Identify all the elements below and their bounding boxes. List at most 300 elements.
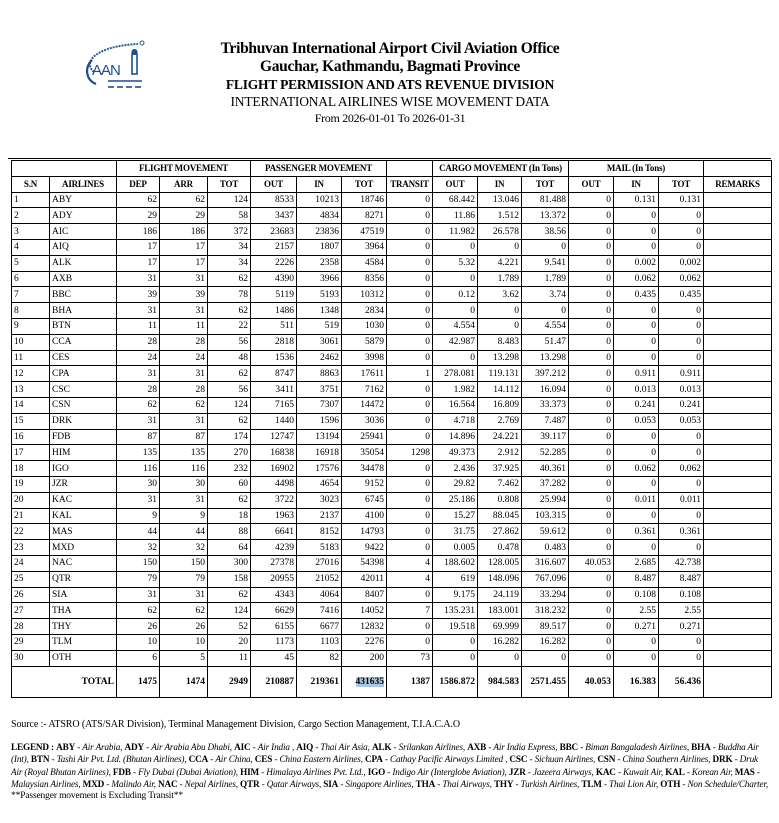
cell-mail-in: 8.487	[614, 571, 659, 587]
cell-flight-arr: 31	[160, 413, 208, 429]
cell-cargo-tot: 13.298	[522, 350, 569, 366]
cell-flight-tot: 20	[208, 634, 251, 650]
cell-sn: 30	[12, 650, 50, 666]
cell-flight-dep: 30	[117, 476, 160, 492]
cell-pax-out: 6155	[251, 619, 297, 635]
cell-mail-tot: 0	[659, 508, 704, 524]
cell-cargo-tot: 767.096	[522, 571, 569, 587]
cell-sn: 17	[12, 445, 50, 461]
cell-mail-out: 0	[569, 476, 614, 492]
cell-sn: 27	[12, 603, 50, 619]
cell-flight-dep: 10	[117, 634, 160, 650]
cell-cargo-in: 69.999	[478, 619, 522, 635]
cell-mail-tot: 0	[659, 303, 704, 319]
cell-flight-tot: 56	[208, 382, 251, 398]
table-row	[12, 524, 772, 540]
cell-remarks	[704, 287, 772, 303]
cell-transit: 0	[387, 619, 433, 635]
col-mail-in: IN	[614, 176, 659, 192]
cell-flight-tot: 124	[208, 192, 251, 208]
cell-flight-tot: 78	[208, 287, 251, 303]
cell-flight-arr: 28	[160, 382, 208, 398]
cell-mail-out: 0	[569, 192, 614, 208]
cell-pax-out: 1486	[251, 303, 297, 319]
cell-pax-in: 1596	[297, 413, 342, 429]
cell-cargo-out: 619	[433, 571, 478, 587]
cell-cargo-in: 1.512	[478, 208, 522, 224]
cell-pax-tot: 8356	[342, 271, 387, 287]
table-row	[12, 303, 772, 319]
cell-flight-arr: 116	[160, 461, 208, 477]
cell-sn: 18	[12, 461, 50, 477]
cell-airline: KAC	[50, 492, 117, 508]
legend-airline-name: Indigo Air (Interglobe Aviation),	[392, 766, 507, 777]
cell-cargo-out: 9.175	[433, 587, 478, 603]
cell-flight-tot: 174	[208, 429, 251, 445]
cell-cargo-in: 7.462	[478, 476, 522, 492]
cell-cargo-in: 24.119	[478, 587, 522, 603]
cell-remarks	[704, 540, 772, 556]
cell-sn: 25	[12, 571, 50, 587]
date-range: From 2026-01-01 To 2026-01-31	[314, 111, 466, 125]
table-row	[12, 429, 772, 445]
cell-pax-out: 6629	[251, 603, 297, 619]
cell-remarks	[704, 303, 772, 319]
cell-cargo-out: 11.86	[433, 208, 478, 224]
cell-cargo-tot: 38.56	[522, 224, 569, 240]
group-header-row	[12, 161, 772, 177]
cell-flight-tot: 60	[208, 476, 251, 492]
cell-flight-arr: 150	[160, 555, 208, 571]
cell-remarks	[704, 634, 772, 650]
total-mail-out: 40.053	[569, 666, 614, 697]
cell-cargo-in: 26.578	[478, 224, 522, 240]
cell-remarks	[704, 555, 772, 571]
cell-mail-out: 0	[569, 634, 614, 650]
cell-cargo-tot: 4.554	[522, 318, 569, 334]
cell-pax-tot: 34478	[342, 461, 387, 477]
cell-flight-tot: 88	[208, 524, 251, 540]
source-note: Source :- ATSRO (ATS/SAR Division), Terminal Management Division, Cargo Section Management, T.I.A.C.A.O	[11, 719, 461, 730]
legend-code: MAS	[734, 766, 755, 777]
mail-header: MAIL (In Tons)	[569, 161, 704, 177]
cell-flight-dep: 116	[117, 461, 160, 477]
cell-flight-dep: 135	[117, 445, 160, 461]
cell-cargo-tot: 33.373	[522, 397, 569, 413]
total-cargo-tot: 2571.455	[522, 666, 569, 697]
cell-airline: JZR	[50, 476, 117, 492]
legend-airline-name: Air India ,	[257, 742, 295, 752]
cell-pax-in: 27016	[297, 555, 342, 571]
legend-airline-name: Jazeera Airways,	[532, 766, 594, 777]
legend-airline-name: Air Arabia Abu Dhabi,	[151, 742, 232, 752]
cell-sn: 12	[12, 366, 50, 382]
cell-mail-out: 0	[569, 239, 614, 255]
table-row	[12, 619, 772, 635]
table-row	[12, 476, 772, 492]
legend-airline-name: Druk Air (Royal Bhutan Airlines),	[11, 754, 758, 777]
cell-mail-tot: 0.271	[659, 619, 704, 635]
movement-table	[11, 160, 772, 698]
table-row	[12, 397, 772, 413]
cell-mail-tot: 0	[659, 208, 704, 224]
cell-flight-arr: 186	[160, 224, 208, 240]
table-row	[12, 287, 772, 303]
table-row	[12, 650, 772, 666]
cell-cargo-tot: 52.285	[522, 445, 569, 461]
cell-sn: 4	[12, 239, 50, 255]
cell-pax-out: 1963	[251, 508, 297, 524]
cell-flight-tot: 22	[208, 318, 251, 334]
legend-code: DRK	[712, 754, 733, 765]
cell-mail-out: 0	[569, 334, 614, 350]
cell-airline: IGO	[50, 461, 117, 477]
col-airlines: AIRLINES	[50, 176, 117, 192]
cell-flight-arr: 39	[160, 287, 208, 303]
cell-flight-arr: 87	[160, 429, 208, 445]
cell-mail-out: 0	[569, 350, 614, 366]
col-pax-out: OUT	[251, 176, 297, 192]
caan-logo	[80, 38, 148, 96]
cell-pax-tot: 200	[342, 650, 387, 666]
cell-pax-out: 4390	[251, 271, 297, 287]
cell-flight-tot: 124	[208, 397, 251, 413]
legend-airline-name: Sichuan Airlines,	[534, 754, 596, 765]
cell-remarks	[704, 524, 772, 540]
cell-pax-tot: 47519	[342, 224, 387, 240]
cell-pax-tot: 8271	[342, 208, 387, 224]
cell-transit: 0	[387, 208, 433, 224]
legend-airline-name: Srilankan Airlines,	[398, 742, 466, 752]
cell-mail-in: 0	[614, 224, 659, 240]
cell-pax-out: 511	[251, 318, 297, 334]
cell-mail-in: 0	[614, 429, 659, 445]
total-row	[12, 666, 772, 697]
table-row	[12, 634, 772, 650]
cell-remarks	[704, 587, 772, 603]
cell-mail-out: 0	[569, 445, 614, 461]
cell-mail-in: 0	[614, 508, 659, 524]
cell-mail-tot: 0	[659, 634, 704, 650]
cell-cargo-tot: 25.994	[522, 492, 569, 508]
cell-cargo-out: 1.982	[433, 382, 478, 398]
cell-pax-out: 23683	[251, 224, 297, 240]
blank-group-header	[12, 161, 117, 177]
cell-sn: 1	[12, 192, 50, 208]
cell-pax-tot: 3998	[342, 350, 387, 366]
legend-airline-name: Thai Airways,	[442, 778, 492, 789]
cell-transit: 1298	[387, 445, 433, 461]
legend-code: ABY	[56, 742, 76, 752]
cell-pax-out: 8533	[251, 192, 297, 208]
header-divider	[8, 158, 771, 159]
cargo-movement-header: CARGO MOVEMENT (In Tons)	[433, 161, 569, 177]
cell-cargo-out: 4.718	[433, 413, 478, 429]
cell-mail-in: 0.435	[614, 287, 659, 303]
cell-cargo-tot: 3.74	[522, 287, 569, 303]
cell-airline: AXB	[50, 271, 117, 287]
cell-airline: BTN	[50, 318, 117, 334]
cell-flight-dep: 28	[117, 382, 160, 398]
col-pax-tot: TOT	[342, 176, 387, 192]
cell-flight-tot: 62	[208, 492, 251, 508]
cell-flight-dep: 62	[117, 603, 160, 619]
cell-mail-out: 0	[569, 524, 614, 540]
cell-flight-arr: 5	[160, 650, 208, 666]
cell-flight-arr: 29	[160, 208, 208, 224]
legend-airline-name: Tashi Air Pvt. Ltd. (Bhutan Airlines),	[56, 754, 187, 765]
legend-code: OTH	[660, 778, 681, 789]
cell-sn: 19	[12, 476, 50, 492]
cell-pax-out: 16902	[251, 461, 297, 477]
cell-cargo-in: 1.789	[478, 271, 522, 287]
cell-airline: CCA	[50, 334, 117, 350]
legend-code: ALK	[371, 742, 392, 752]
cell-sn: 22	[12, 524, 50, 540]
cell-cargo-tot: 59.612	[522, 524, 569, 540]
cell-pax-in: 8152	[297, 524, 342, 540]
cell-sn: 29	[12, 634, 50, 650]
legend-airline-name: China Eastern Airlines,	[279, 754, 363, 765]
cell-cargo-tot: 89.517	[522, 619, 569, 635]
office-address: Gauchar, Kathmandu, Bagmati Province	[259, 58, 521, 75]
cell-pax-in: 82	[297, 650, 342, 666]
legend-airline-name: Cathay Pacific Airways Limited ,	[389, 754, 508, 765]
cell-sn: 9	[12, 318, 50, 334]
cell-flight-arr: 62	[160, 192, 208, 208]
col-transit: TRANSIT	[387, 176, 433, 192]
cell-mail-out: 0	[569, 429, 614, 445]
cell-pax-out: 5119	[251, 287, 297, 303]
total-cargo-in: 984.583	[478, 666, 522, 697]
legend-code: BHA	[691, 742, 711, 752]
table-body	[12, 192, 772, 666]
cell-sn: 14	[12, 397, 50, 413]
cell-flight-dep: 39	[117, 287, 160, 303]
cell-cargo-out: 278.081	[433, 366, 478, 382]
cell-cargo-in: 2.769	[478, 413, 522, 429]
cell-mail-in: 0.271	[614, 619, 659, 635]
cell-sn: 11	[12, 350, 50, 366]
cell-cargo-tot: 13.372	[522, 208, 569, 224]
cell-mail-out: 0	[569, 224, 614, 240]
legend-code: CSC	[509, 754, 528, 765]
cell-mail-in: 0.131	[614, 192, 659, 208]
legend-airline-name: Singapore Airlines,	[345, 778, 414, 789]
cell-pax-in: 5183	[297, 540, 342, 556]
cell-transit: 0	[387, 318, 433, 334]
cell-pax-tot: 14052	[342, 603, 387, 619]
cell-transit: 0	[387, 192, 433, 208]
cell-flight-tot: 52	[208, 619, 251, 635]
legend-airline-name: Biman Bangaladesh Airlines,	[585, 742, 689, 752]
cell-flight-tot: 58	[208, 208, 251, 224]
cell-cargo-tot: 397.212	[522, 366, 569, 382]
cell-cargo-tot: 33.294	[522, 587, 569, 603]
cell-flight-tot: 300	[208, 555, 251, 571]
cell-flight-tot: 62	[208, 271, 251, 287]
cell-flight-arr: 10	[160, 634, 208, 650]
cell-pax-in: 21052	[297, 571, 342, 587]
cell-pax-tot: 1030	[342, 318, 387, 334]
cell-flight-arr: 44	[160, 524, 208, 540]
legend-code: JZR	[508, 766, 526, 777]
cell-flight-dep: 31	[117, 271, 160, 287]
cell-pax-tot: 17611	[342, 366, 387, 382]
cell-remarks	[704, 350, 772, 366]
cell-airline: NAC	[50, 555, 117, 571]
cell-flight-dep: 24	[117, 350, 160, 366]
cell-mail-in: 0	[614, 208, 659, 224]
cell-transit: 0	[387, 429, 433, 445]
cell-pax-tot: 54398	[342, 555, 387, 571]
cell-pax-out: 2818	[251, 334, 297, 350]
cell-transit: 0	[387, 303, 433, 319]
cell-cargo-tot: 0.483	[522, 540, 569, 556]
table-row	[12, 555, 772, 571]
cell-mail-out: 0	[569, 508, 614, 524]
legend-airline-name: Turkish Airlines,	[520, 778, 580, 789]
cell-pax-tot: 18746	[342, 192, 387, 208]
cell-transit: 4	[387, 571, 433, 587]
cell-mail-in: 0.002	[614, 255, 659, 271]
cell-mail-tot: 0.013	[659, 382, 704, 398]
legend-code: SIA	[323, 778, 339, 789]
cell-cargo-tot: 81.488	[522, 192, 569, 208]
cell-pax-out: 20955	[251, 571, 297, 587]
total-flight-arr: 1474	[160, 666, 208, 697]
col-pax-in: IN	[297, 176, 342, 192]
cell-flight-dep: 32	[117, 540, 160, 556]
cell-airline: TLM	[50, 634, 117, 650]
cell-airline: SIA	[50, 587, 117, 603]
legend-airline-name: Malaysian Airlines,	[11, 778, 81, 789]
legend-code: THA	[415, 778, 436, 789]
cell-flight-arr: 31	[160, 587, 208, 603]
cell-airline: FDB	[50, 429, 117, 445]
cell-mail-tot: 0.002	[659, 255, 704, 271]
legend-airline-name: Air Arabia,	[82, 742, 123, 752]
legend-airline-name: Non Schedule/Charter,	[687, 778, 769, 789]
cell-transit: 0	[387, 634, 433, 650]
cell-flight-arr: 30	[160, 476, 208, 492]
cell-mail-tot: 0	[659, 445, 704, 461]
division-title: FLIGHT PERMISSION AND ATS REVENUE DIVISION	[225, 77, 555, 92]
cell-pax-tot: 14793	[342, 524, 387, 540]
table-row	[12, 382, 772, 398]
legend-code: AIQ	[296, 742, 314, 752]
legend-code: AIC	[234, 742, 251, 752]
cell-mail-tot: 0	[659, 350, 704, 366]
cell-cargo-in: 0.808	[478, 492, 522, 508]
column-header-row	[12, 176, 772, 192]
cell-transit: 0	[387, 508, 433, 524]
passenger-note: **Passenger movement is Excluding Transit**	[11, 791, 183, 802]
cell-transit: 0	[387, 255, 433, 271]
report-title: INTERNATIONAL AIRLINES WISE MOVEMENT DATA	[230, 94, 550, 109]
table-row	[12, 603, 772, 619]
cell-cargo-tot: 316.607	[522, 555, 569, 571]
cell-remarks	[704, 445, 772, 461]
table-row	[12, 461, 772, 477]
cell-flight-tot: 62	[208, 413, 251, 429]
total-flight-dep: 1475	[117, 666, 160, 697]
total-flight-tot: 2949	[208, 666, 251, 697]
legend-code: CPA	[365, 754, 383, 765]
cell-mail-out: 0	[569, 287, 614, 303]
legend-airline-name: Thai Air Asia,	[320, 742, 370, 752]
table-row	[12, 445, 772, 461]
cell-cargo-out: 4.554	[433, 318, 478, 334]
cell-remarks	[704, 508, 772, 524]
cell-flight-arr: 135	[160, 445, 208, 461]
cell-mail-tot: 0.131	[659, 192, 704, 208]
total-transit: 1387	[387, 666, 433, 697]
cell-airline: ABY	[50, 192, 117, 208]
cell-pax-in: 7307	[297, 397, 342, 413]
cell-cargo-out: 14.896	[433, 429, 478, 445]
cell-mail-in: 0.013	[614, 382, 659, 398]
cell-mail-tot: 0.062	[659, 461, 704, 477]
total-pax-tot-selected[interactable]	[342, 666, 387, 697]
cell-cargo-in: 128.005	[478, 555, 522, 571]
cell-flight-arr: 9	[160, 508, 208, 524]
cell-airline: AIC	[50, 224, 117, 240]
legend-airline-name: Nepal Airlines,	[184, 778, 238, 789]
cell-transit: 0	[387, 334, 433, 350]
cell-flight-arr: 31	[160, 271, 208, 287]
cell-flight-tot: 11	[208, 650, 251, 666]
cell-sn: 8	[12, 303, 50, 319]
cell-cargo-in: 0	[478, 303, 522, 319]
cell-pax-tot: 14472	[342, 397, 387, 413]
cell-flight-dep: 62	[117, 192, 160, 208]
cell-sn: 26	[12, 587, 50, 603]
cell-pax-in: 3061	[297, 334, 342, 350]
cell-cargo-out: 42.987	[433, 334, 478, 350]
cell-mail-out: 0	[569, 650, 614, 666]
cell-mail-in: 0	[614, 634, 659, 650]
cell-flight-tot: 62	[208, 587, 251, 603]
cell-mail-tot: 0.911	[659, 366, 704, 382]
cell-transit: 0	[387, 397, 433, 413]
total-pax-in: 219361	[297, 666, 342, 697]
cell-pax-out: 4498	[251, 476, 297, 492]
cell-transit: 4	[387, 555, 433, 571]
legend-code: THY	[493, 778, 514, 789]
cell-pax-in: 7416	[297, 603, 342, 619]
cell-pax-tot: 3036	[342, 413, 387, 429]
cell-flight-arr: 17	[160, 255, 208, 271]
cell-mail-in: 0.062	[614, 461, 659, 477]
cell-flight-arr: 24	[160, 350, 208, 366]
cell-pax-out: 1536	[251, 350, 297, 366]
cell-flight-dep: 26	[117, 619, 160, 635]
cell-flight-tot: 34	[208, 239, 251, 255]
cell-pax-in: 2462	[297, 350, 342, 366]
cell-mail-tot: 0.053	[659, 413, 704, 429]
cell-cargo-in: 119.131	[478, 366, 522, 382]
cell-flight-tot: 62	[208, 366, 251, 382]
cell-sn: 21	[12, 508, 50, 524]
cell-flight-dep: 62	[117, 397, 160, 413]
cell-mail-tot: 0	[659, 334, 704, 350]
cell-pax-out: 12747	[251, 429, 297, 445]
total-cargo-out: 1586.872	[433, 666, 478, 697]
cell-pax-in: 2358	[297, 255, 342, 271]
cell-cargo-tot: 16.282	[522, 634, 569, 650]
cell-mail-out: 0	[569, 303, 614, 319]
